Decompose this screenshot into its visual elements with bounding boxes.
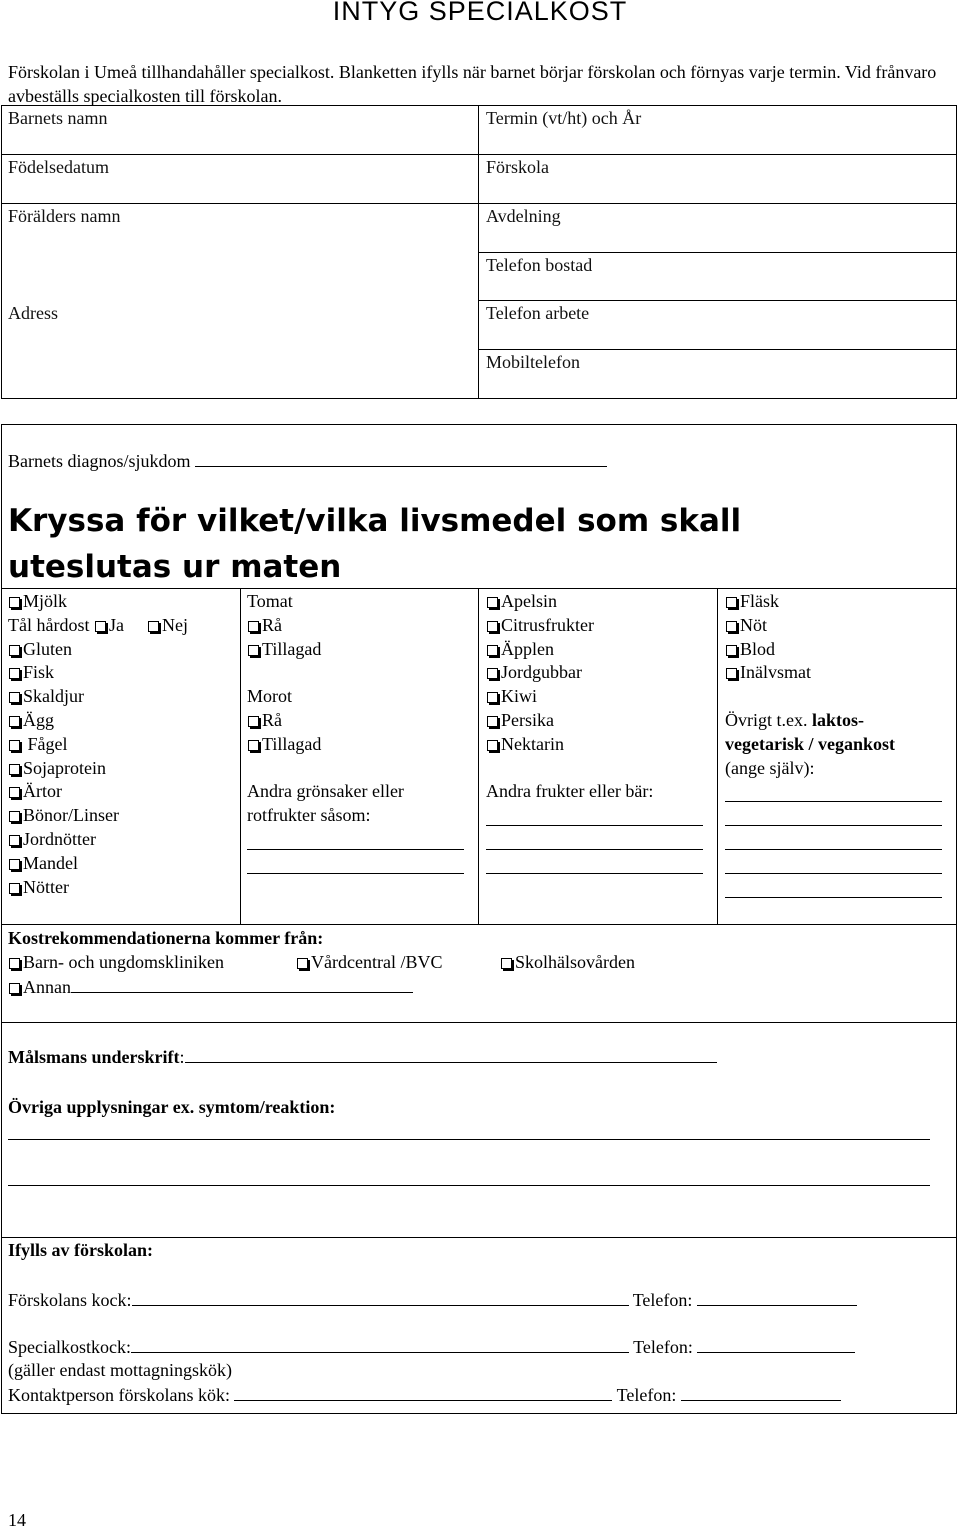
ifylls-label: Ifylls av förskolan: <box>8 1240 154 1260</box>
diagnosis-line[interactable] <box>195 450 607 467</box>
specialkock-field[interactable] <box>8 1336 855 1358</box>
specialkock-line[interactable] <box>131 1336 629 1353</box>
kock-telefon-line[interactable] <box>697 1289 857 1306</box>
checkbox-notter[interactable]: Nötter <box>8 876 188 900</box>
checkbox-nej[interactable]: Nej <box>147 615 188 635</box>
tal-hardost-label: Tål hårdost <box>8 614 90 635</box>
address-field[interactable]: Adress <box>8 303 58 323</box>
checkbox-blod[interactable]: Blod <box>725 638 895 662</box>
home-phone-field[interactable]: Telefon bostad <box>486 255 593 275</box>
diagnosis-field[interactable] <box>8 450 607 472</box>
work-phone-field[interactable]: Telefon arbete <box>486 303 590 323</box>
checkbox-persika[interactable]: Persika <box>486 709 653 733</box>
term-field[interactable]: Termin (vt/ht) och År <box>486 108 642 128</box>
checkbox-barn-ungdomskliniken[interactable]: Barn- och ungdomskliniken <box>8 952 224 973</box>
section-heading: Kryssa för vilket/vilka livsmedel som skall uteslutas ur maten <box>8 503 742 585</box>
checkbox-jordgubbar[interactable]: Jordgubbar <box>486 661 653 685</box>
andra-gronsaker-label: Andra grönsaker eller <box>247 781 404 802</box>
ovrigt-label: Övrigt t.ex. <box>725 709 808 730</box>
checkbox-annan[interactable]: Annan <box>8 977 71 997</box>
kock-line[interactable] <box>132 1289 629 1306</box>
checkbox-apelsin[interactable]: Apelsin <box>486 590 653 614</box>
kock-field[interactable] <box>8 1289 857 1311</box>
child-name-field[interactable]: Barnets namn <box>8 108 108 128</box>
checkbox-mjolk[interactable]: Mjölk <box>8 590 188 614</box>
checkbox-ja[interactable]: Ja <box>94 615 124 635</box>
signature-label: Målsmans underskrift <box>8 1047 180 1067</box>
checkbox-skaldjur[interactable]: Skaldjur <box>8 685 188 709</box>
checkbox-kiwi[interactable]: Kiwi <box>486 685 653 709</box>
birthdate-field[interactable]: Födelsedatum <box>8 157 109 177</box>
fruit-line-1[interactable] <box>486 825 703 826</box>
food-col-1 <box>8 590 188 899</box>
fruit-line-3[interactable] <box>486 873 703 874</box>
checkbox-inalvsmat[interactable]: Inälvsmat <box>725 661 895 685</box>
fruit-line-2[interactable] <box>486 849 703 850</box>
checkbox-jordnotter[interactable]: Jordnötter <box>8 828 188 852</box>
checkbox-morot-tillagad[interactable]: Tillagad <box>247 733 404 757</box>
kock-label: Förskolans kock: <box>8 1290 132 1310</box>
andra-frukter-label: Andra frukter eller bär: <box>486 781 654 802</box>
checkbox-tomat-ra[interactable]: Rå <box>247 614 404 638</box>
other-line-1[interactable] <box>725 801 942 802</box>
checkbox-gluten[interactable]: Gluten <box>8 638 188 662</box>
checkbox-citrusfrukter[interactable]: Citrusfrukter <box>486 614 653 638</box>
checkbox-bonor-linser[interactable]: Bönor/Linser <box>8 804 188 828</box>
parent-name-field[interactable]: Förälders namn <box>8 206 121 226</box>
checkbox-skolhalsovarden[interactable]: Skolhälsovården <box>500 952 635 973</box>
signature-field[interactable]: Målsmans underskrift: <box>8 1046 717 1068</box>
checkbox-morot-ra[interactable]: Rå <box>247 709 404 733</box>
checkbox-artor[interactable]: Ärtor <box>8 780 188 804</box>
page-title: INTYG SPECIALKOST <box>332 0 628 26</box>
tomat-label: Tomat <box>247 591 293 611</box>
rotfrukter-label: rotfrukter såsom: <box>247 805 371 826</box>
diagnosis-label: Barnets diagnos/sjukdom <box>8 451 191 471</box>
department-field[interactable]: Avdelning <box>486 206 561 226</box>
food-col-3 <box>486 590 653 804</box>
kontakt-telefon-line[interactable] <box>681 1384 841 1401</box>
other-line-4[interactable] <box>725 873 942 874</box>
other-line-2[interactable] <box>725 825 942 826</box>
checkbox-agg[interactable]: Ägg <box>8 709 188 733</box>
food-col-2 <box>247 590 404 828</box>
checkbox-flask[interactable]: Fläsk <box>725 590 895 614</box>
specialkock-telefon-line[interactable] <box>697 1336 855 1353</box>
preschool-field[interactable]: Förskola <box>486 157 549 177</box>
vegetarisk-label: vegetarisk / vegankost <box>725 733 895 754</box>
specialkock-label: Specialkostkock: <box>8 1337 131 1357</box>
checkbox-mandel[interactable]: Mandel <box>8 852 188 876</box>
checkbox-vardcentral[interactable]: Vårdcentral /BVC <box>296 952 442 973</box>
ovriga-label: Övriga upplysningar ex. symtom/reaktion: <box>8 1097 336 1117</box>
checkbox-fagel[interactable]: Fågel <box>8 733 188 757</box>
checkbox-tomat-tillagad[interactable]: Tillagad <box>247 638 404 662</box>
kock-telefon-label: Telefon: <box>632 1290 693 1310</box>
kontakt-field[interactable] <box>8 1384 841 1406</box>
kost-label: Kostrekommendationerna kommer från: <box>8 928 324 948</box>
vegetable-line-1[interactable] <box>247 849 464 850</box>
checkbox-sojaprotein[interactable]: Sojaprotein <box>8 757 188 781</box>
annan-field[interactable] <box>8 976 413 998</box>
vegetable-line-2[interactable] <box>247 873 464 874</box>
checkbox-applen[interactable]: Äpplen <box>486 638 653 662</box>
specialkock-telefon-label: Telefon: <box>633 1337 693 1357</box>
kontakt-line[interactable] <box>234 1384 612 1401</box>
signature-line[interactable] <box>185 1046 717 1063</box>
checkbox-not[interactable]: Nöt <box>725 614 895 638</box>
morot-label: Morot <box>247 686 292 707</box>
food-col-4 <box>725 590 895 780</box>
kontakt-label: Kontaktperson förskolans kök: <box>8 1385 230 1405</box>
checkbox-nektarin[interactable]: Nektarin <box>486 733 653 757</box>
annan-line[interactable] <box>71 976 413 993</box>
galler-label: (gäller endast mottagningskök) <box>8 1360 232 1380</box>
ovriga-line-1[interactable] <box>8 1139 930 1140</box>
other-line-5[interactable] <box>725 897 942 898</box>
page-number: 14 <box>8 1510 26 1530</box>
other-line-3[interactable] <box>725 849 942 850</box>
intro-text: Förskolan i Umeå tillhandahåller specialkost. Blanketten ifylls när barnet börjar förskolan och förnyas varje termin. Vid frånvaro avbeställs specialkosten till förskolan. <box>8 62 937 106</box>
ovriga-line-2[interactable] <box>8 1185 930 1186</box>
laktos-label: laktos- <box>812 709 865 730</box>
mobile-phone-field[interactable]: Mobiltelefon <box>486 352 580 372</box>
checkbox-fisk[interactable]: Fisk <box>8 661 188 685</box>
kontakt-telefon-label: Telefon: <box>616 1385 677 1405</box>
ange-sjalv-label: (ange själv): <box>725 757 815 778</box>
